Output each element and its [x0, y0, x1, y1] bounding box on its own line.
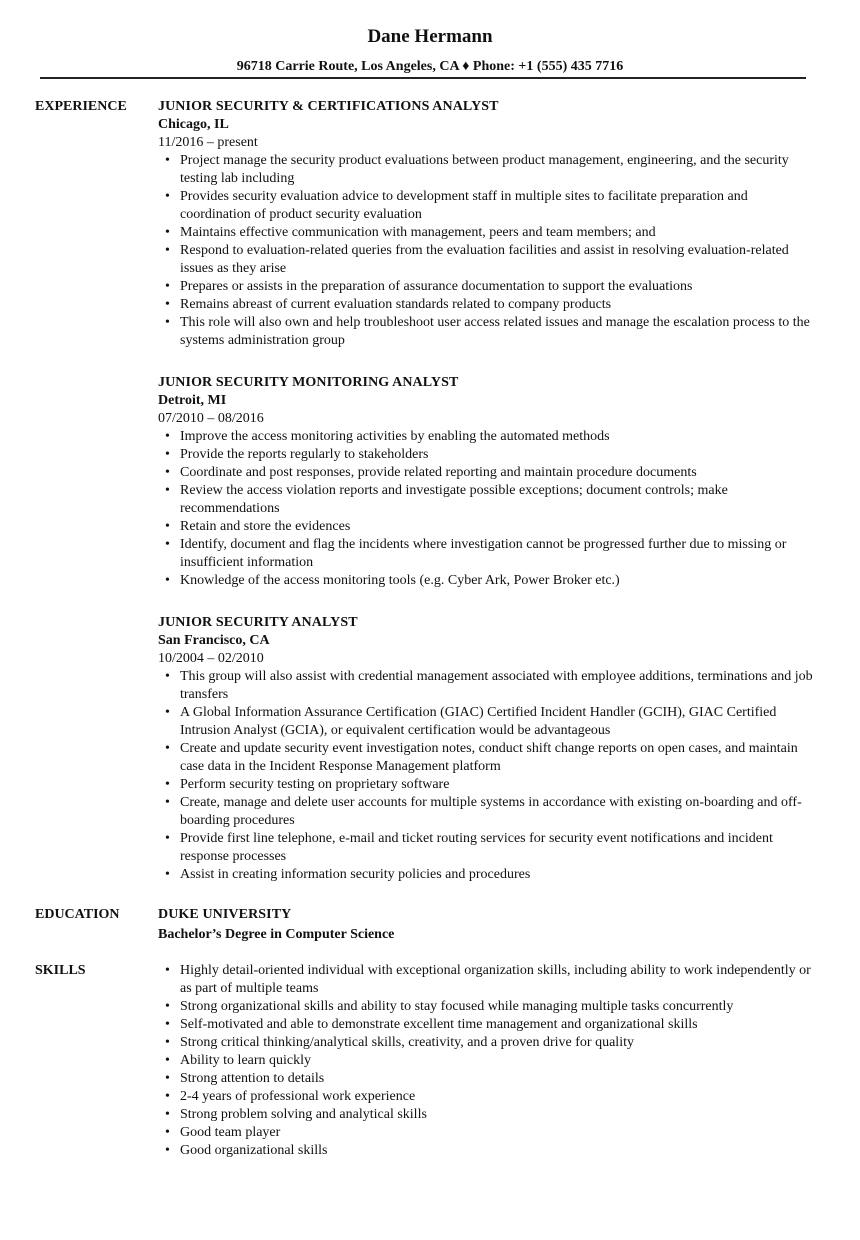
job-dates: 11/2016 – present: [158, 135, 258, 150]
job-location: Detroit, MI: [158, 393, 227, 408]
bullet-item: • Respond to evaluation-related queries from the evaluation facilities and assist in resolving evaluation-related issues as they arise: [180, 242, 818, 278]
experience-section: [158, 98, 818, 908]
skills-list: [158, 962, 818, 1160]
bullet-item: • Remains abreast of current evaluation standards related to company products: [180, 296, 818, 314]
skill-item: • Strong attention to details: [180, 1070, 818, 1088]
job-location: San Francisco, CA: [158, 633, 270, 648]
skill-item: • Ability to learn quickly: [180, 1052, 818, 1070]
skill-item: • Strong problem solving and analytical skills: [180, 1106, 818, 1124]
bullet-item: • Create, manage and delete user accounts for multiple systems in accordance with existing on-boarding and off-boarding procedures: [180, 794, 818, 830]
job-entry: [158, 374, 818, 590]
header-divider: [40, 77, 806, 79]
job-bullets: [158, 668, 818, 884]
job-title: JUNIOR SECURITY & CERTIFICATIONS ANALYST: [158, 99, 499, 114]
school-name: DUKE UNIVERSITY: [158, 907, 292, 922]
skill-item: • Strong critical thinking/analytical skills, creativity, and a proven drive for quality: [180, 1034, 818, 1052]
job-dates: 10/2004 – 02/2010: [158, 651, 264, 666]
job-location: Chicago, IL: [158, 117, 229, 132]
contact-line: 96718 Carrie Route, Los Angeles, CA ♦ Phone: +1 (555) 435 7716: [236, 59, 624, 74]
job-title: JUNIOR SECURITY MONITORING ANALYST: [158, 375, 459, 390]
bullet-item: • A Global Information Assurance Certification (GIAC) Certified Incident Handler (GCIH), GIAC Certified Intrusion Analyst (GCIA), or equivalent certification would be advantageous: [180, 704, 818, 740]
education-section: [158, 906, 818, 944]
bullet-item: • Provide first line telephone, e-mail and ticket routing services for security event notifications and incident response processes: [180, 830, 818, 866]
bullet-item: • Assist in creating information security policies and procedures: [180, 866, 818, 884]
education-heading: EDUCATION: [35, 907, 120, 922]
bullet-item: • Improve the access monitoring activities by enabling the automated methods: [180, 428, 818, 446]
bullet-item: • Project manage the security product evaluations between product management, engineering, and the security testing lab including: [180, 152, 818, 188]
skill-item: • Good team player: [180, 1124, 818, 1142]
job-dates: 07/2010 – 08/2016: [158, 411, 264, 426]
skill-item: • Strong organizational skills and ability to stay focused while managing multiple tasks concurrently: [180, 998, 818, 1016]
degree: Bachelor’s Degree in Computer Science: [158, 927, 395, 942]
bullet-item: • Coordinate and post responses, provide related reporting and maintain procedure documents: [180, 464, 818, 482]
bullet-item: • Retain and store the evidences: [180, 518, 818, 536]
job-bullets: [158, 428, 818, 590]
bullet-item: • Provide the reports regularly to stakeholders: [180, 446, 818, 464]
job-title: JUNIOR SECURITY ANALYST: [158, 615, 358, 630]
bullet-item: • Create and update security event investigation notes, conduct shift change reports on open cases, and maintain case data in the Incident Response Management platform: [180, 740, 818, 776]
bullet-item: • This role will also own and help troubleshoot user access related issues and manage the escalation process to the systems administration group: [180, 314, 818, 350]
resume-name: Dane Hermann: [367, 26, 493, 47]
bullet-item: • Provides security evaluation advice to development staff in multiple sites to facilitate preparation and coordination of product security evaluation: [180, 188, 818, 224]
skill-item: • 2-4 years of professional work experience: [180, 1088, 818, 1106]
bullet-item: • Identify, document and flag the incidents where investigation cannot be progressed further due to missing or insufficient information: [180, 536, 818, 572]
skill-item: • Self-motivated and able to demonstrate excellent time management and organizational skills: [180, 1016, 818, 1034]
bullet-item: • Perform security testing on proprietary software: [180, 776, 818, 794]
bullet-item: • Knowledge of the access monitoring tools (e.g. Cyber Ark, Power Broker etc.): [180, 572, 818, 590]
skills-section: [158, 962, 818, 1160]
job-entry: [158, 98, 818, 350]
experience-heading: EXPERIENCE: [35, 99, 127, 114]
skill-item: • Highly detail-oriented individual with exceptional organization skills, including ability to work independently or as part of multiple teams: [180, 962, 818, 998]
job-bullets: [158, 152, 818, 350]
bullet-item: • Maintains effective communication with management, peers and team members; and: [180, 224, 818, 242]
skills-heading: SKILLS: [35, 963, 86, 978]
skill-item: • Good organizational skills: [180, 1142, 818, 1160]
job-entry: [158, 614, 818, 884]
bullet-item: • Prepares or assists in the preparation of assurance documentation to support the evaluations: [180, 278, 818, 296]
bullet-item: • This group will also assist with credential management associated with employee additions, terminations and job transfers: [180, 668, 818, 704]
bullet-item: • Review the access violation reports and investigate possible exceptions; document controls; make recommendations: [180, 482, 818, 518]
